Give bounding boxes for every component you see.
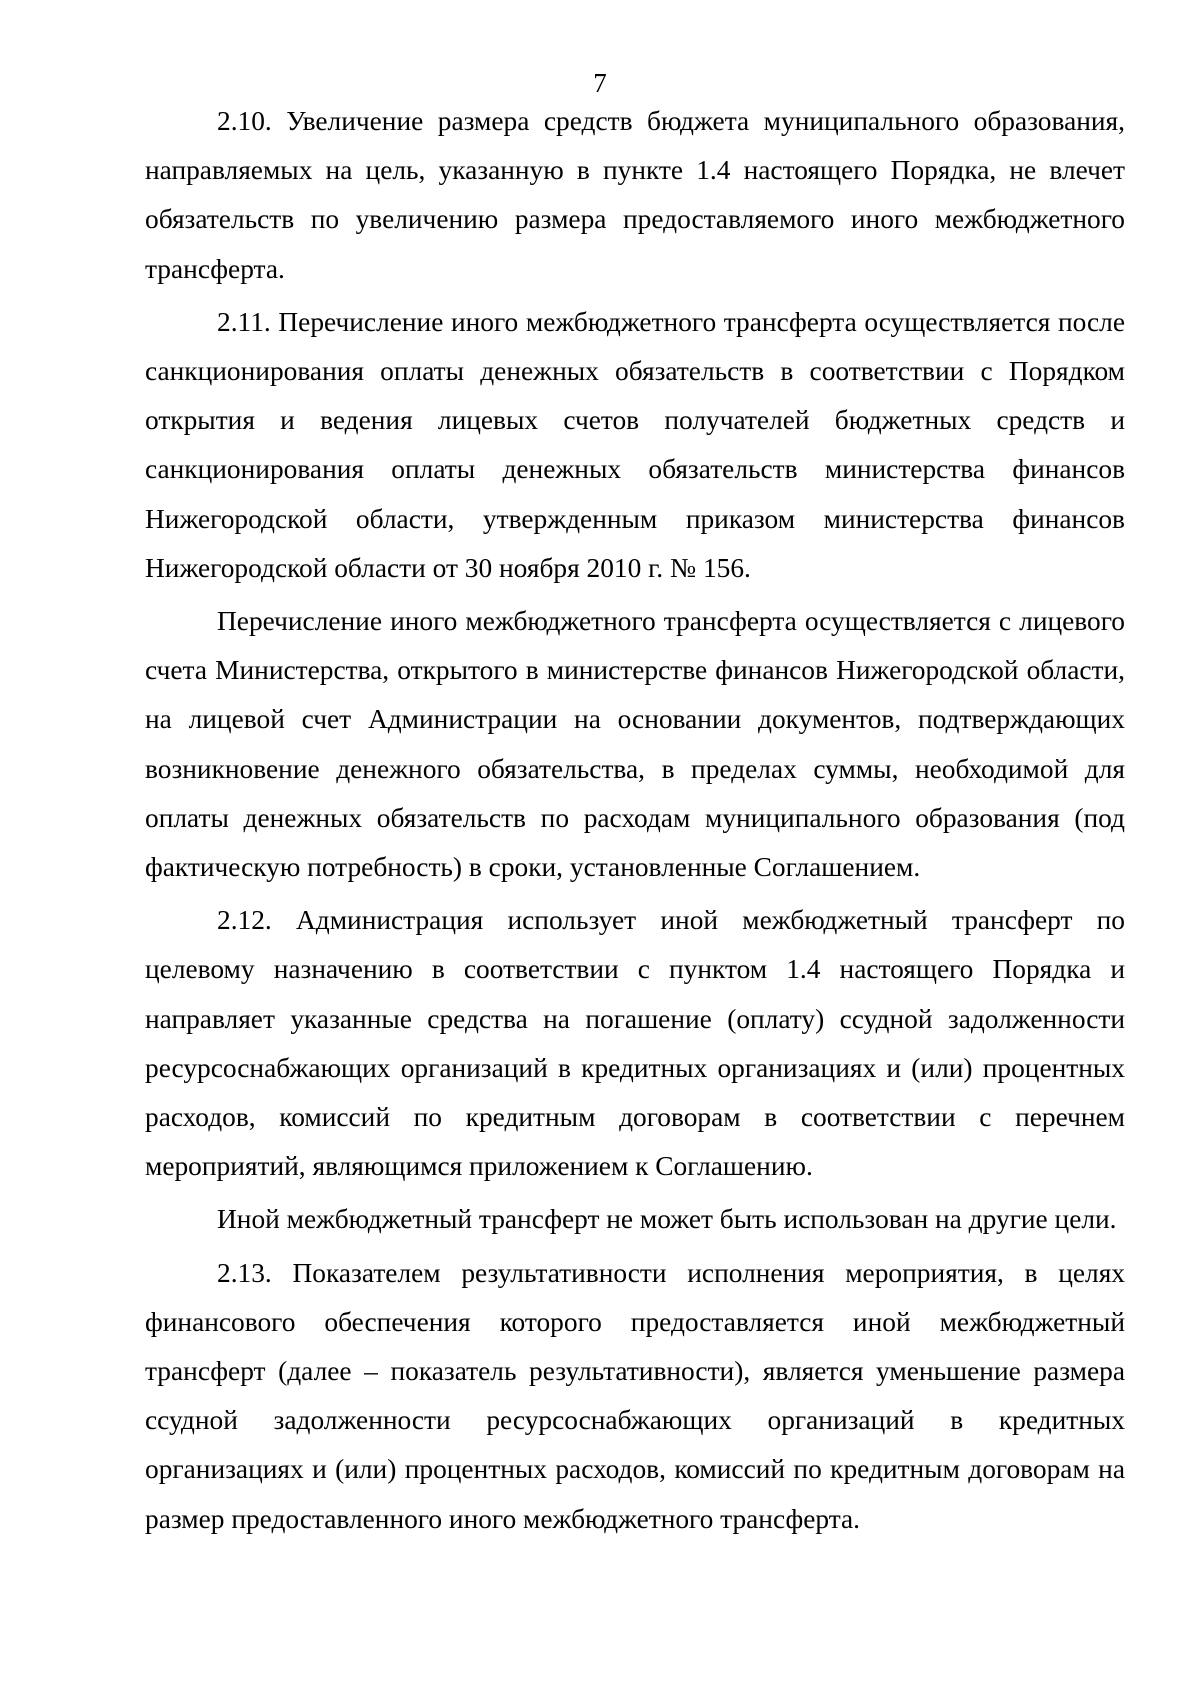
paragraph-2-10: 2.10. Увеличение размера средств бюджета муниципального образования, направляемых на цель, указанную в пункте 1.4 настоящего Порядка, не влечет обязательств по увеличению размера предоставляемого иного межбюджетного трансферта. <box>145 106 1125 284</box>
document-body <box>145 97 1125 1548</box>
paragraph-2-11-transfer: Перечисление иного межбюджетного трансферта осуществляется с лицевого счета Министерства, открытого в министерстве финансов Нижегородской области, на лицевой счет Администрации на основании документов, подтверждающих возникновение денежного обязательства, в пределах суммы, необходимой для оплаты денежных обязательств по расходам муниципального образования (под фактическую потребность) в сроки, установленные Соглашением. <box>145 606 1125 883</box>
paragraph-2-13: 2.13. Показателем результативности исполнения мероприятия, в целях финансового обеспечения которого предоставляется иной межбюджетный трансферт (далее – показатель результативности), является уменьшение размера ссудной задолженности ресурсоснабжающих организаций в кредитных организациях и (или) процентных расходов, комиссий по кредитным договорам на размер предоставленного иного межбюджетного трансферта. <box>145 1257 1125 1534</box>
paragraph-2-11: 2.11. Перечисление иного межбюджетного трансферта осуществляется после санкционирования оплаты денежных обязательств в соответствии с Порядком открытия и ведения лицевых счетов получателей бюджетных средств и санкционирования оплаты денежных обязательств министерства финансов Нижегородской области, утвержденным приказом министерства финансов Нижегородской области от 30 ноября 2010 г. № 156. <box>145 306 1125 583</box>
paragraph-2-12-restriction: Иной межбюджетный трансферт не может быть использован на другие цели. <box>217 1204 1117 1235</box>
paragraph-2-12: 2.12. Администрация использует иной межбюджетный трансферт по целевому назначению в соответствии с пунктом 1.4 настоящего Порядка и направляет указанные средства на погашение (оплату) ссудной задолженности ресурсоснабжающих организаций в кредитных организациях и (или) процентных расходов, комиссий по кредитным договорам в соответствии с перечнем мероприятий, являющимся приложением к Соглашению. <box>145 905 1125 1182</box>
page-number: 7 <box>593 68 607 98</box>
